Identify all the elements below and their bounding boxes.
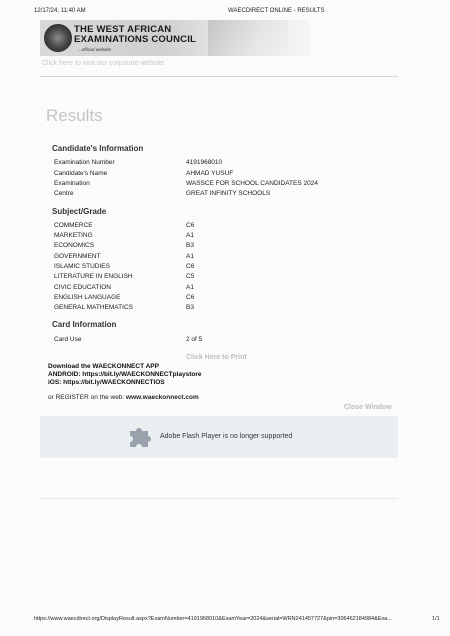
org-name-line1: THE WEST AFRICAN — [74, 24, 172, 35]
subject-grade: A1 — [186, 284, 194, 291]
card-use-label: Card Use — [54, 336, 82, 343]
close-window-link[interactable]: Close Window — [344, 404, 392, 411]
content-divider — [40, 498, 398, 499]
subject-grade: C6 — [186, 294, 195, 301]
centre-label: Centre — [54, 190, 74, 197]
flash-unsupported-message: Adobe Flash Player is no longer supported — [160, 433, 293, 440]
print-link[interactable]: Click Here to Print — [186, 354, 247, 361]
candidate-name-value: AHMAD YUSUF — [186, 170, 234, 177]
candidate-info-heading: Candidate's Information — [52, 144, 144, 153]
subject-name: COMMERCE — [54, 222, 93, 229]
register-link[interactable]: www.waeckonnect.com — [126, 394, 199, 401]
org-name-line2: EXAMINATIONS COUNCIL — [74, 34, 197, 45]
page-title: Results — [46, 106, 103, 125]
puzzle-piece-icon — [126, 425, 152, 449]
print-page-title: WAECDIRECT ONLINE - RESULTS — [228, 8, 325, 14]
subject-grade: C5 — [186, 273, 195, 280]
subject-name: CIVIC EDUCATION — [54, 284, 111, 291]
candidate-name-label: Candidate's Name — [54, 170, 108, 177]
subject-grade: A1 — [186, 232, 194, 239]
subject-name: LITERATURE IN ENGLISH — [54, 273, 133, 280]
centre-value: GREAT INFINITY SCHOOLS — [186, 190, 271, 197]
subject-grade: C6 — [186, 222, 195, 229]
subject-grade: C6 — [186, 263, 195, 270]
subject-name: GOVERNMENT — [54, 253, 101, 260]
subject-name: ISLAMIC STUDIES — [54, 263, 110, 270]
subject-name: ENGLISH LANGUAGE — [54, 294, 121, 301]
register-line — [48, 394, 199, 401]
card-info-heading: Card Information — [52, 320, 117, 329]
banner-photo — [208, 20, 288, 56]
corporate-website-link[interactable]: Click here to visit our corporate website — [42, 60, 165, 67]
subject-name: GENERAL MATHEMATICS — [54, 304, 133, 311]
waec-seal-logo — [44, 24, 72, 52]
ios-link[interactable]: iOS: https://bit.ly/WAECKONNECTIOS — [48, 379, 165, 386]
register-prefix: or REGISTER on the web: — [48, 394, 127, 401]
android-link[interactable]: ANDROID: https://bit.ly/WAECKONNECTplaystore — [48, 371, 202, 378]
print-page-number: 1/1 — [432, 616, 440, 622]
subject-grade: B3 — [186, 304, 194, 311]
banner-subtitle: ...official website — [78, 47, 112, 52]
examination-label: Examination — [54, 180, 90, 187]
subject-name: ECONOMICS — [54, 242, 95, 249]
subject-name: MARKETING — [54, 232, 93, 239]
subject-grade: B3 — [186, 242, 194, 249]
download-app-heading: Download the WAECKONNECT APP — [48, 363, 159, 370]
print-url: https://www.waecdirect.org/DisplayResult.aspx?ExamNumber=4191968010&ExamYear=2024&serial=WRN241457727&pin=306462184984&Exa... — [34, 616, 392, 622]
subject-grade: A1 — [186, 253, 194, 260]
examination-value: WASSCE FOR SCHOOL CANDIDATES 2024 — [186, 180, 318, 187]
header-divider — [40, 76, 398, 77]
exam-number-label: Examination Number — [54, 159, 115, 166]
org-name — [74, 25, 196, 45]
card-use-value: 2 of 5 — [186, 336, 203, 343]
subject-grade-heading: Subject/Grade — [52, 207, 107, 216]
print-datetime: 12/17/24, 11:40 AM — [34, 8, 86, 14]
exam-number-value: 4191968010 — [186, 159, 223, 166]
